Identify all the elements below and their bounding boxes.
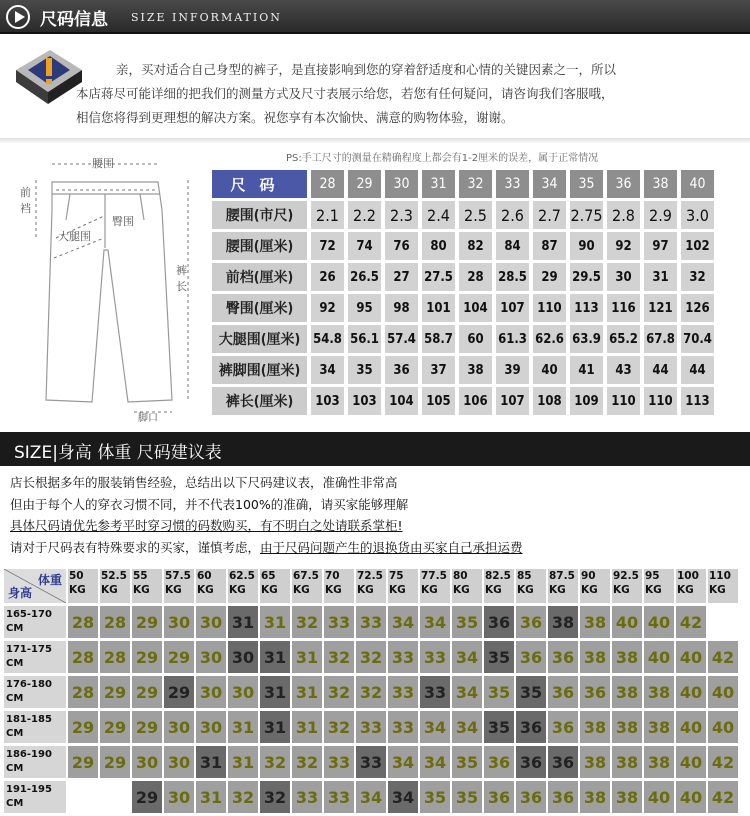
size-cell: 2.3: [385, 201, 418, 229]
size-cell: 32: [681, 263, 714, 291]
size-table: [208, 167, 718, 418]
size-cell: 80: [422, 232, 455, 260]
size-recommend-cell: 33: [420, 676, 450, 708]
size-recommend-cell: 30: [228, 676, 258, 708]
size-recommend-cell: 40: [708, 711, 738, 743]
size-recommend-cell: 38: [580, 711, 610, 743]
size-recommend-cell: 32: [356, 641, 386, 673]
size-col: 34: [533, 170, 566, 198]
size-recommend-cell: 36: [548, 746, 578, 778]
size-recommend-cell: 36: [548, 641, 578, 673]
size-recommend-cell: 33: [356, 711, 386, 743]
height-row: [4, 781, 738, 813]
weight-col: 80 KG: [452, 569, 482, 603]
size-recommend-cell: 38: [612, 676, 642, 708]
size-recommend-cell: 40: [676, 711, 706, 743]
label-waist: 腰围: [92, 157, 114, 170]
note-line-1: 店长根据多年的服装销售经验，总结出以下尺码建议表，准确性非常高: [10, 475, 398, 490]
weight-col: 75 KG: [388, 569, 418, 603]
size-cell: 95: [348, 294, 381, 322]
size-recommend-cell: 28: [100, 641, 130, 673]
size-row-label: 臀围(厘米): [212, 294, 307, 322]
height-row: [4, 676, 738, 708]
size-cell: 109: [570, 387, 603, 415]
size-recommend-cell: 42: [708, 641, 738, 673]
size-recommend-cell: 36: [580, 676, 610, 708]
size-recommend-cell: 36: [484, 606, 514, 638]
size-col: 33: [496, 170, 529, 198]
height-row: [4, 711, 738, 743]
size-recommend-cell: 38: [612, 711, 642, 743]
height-label: 171-175 CM: [4, 641, 66, 673]
size-recommend-cell: 33: [388, 641, 418, 673]
size-recommend-cell: 36: [548, 676, 578, 708]
size-recommend-cell: 40: [644, 641, 674, 673]
weight-col: 70 KG: [324, 569, 354, 603]
intro-line-3: 相信您将得到更理想的解决方案。祝您享有本次愉快、满意的购物体验，谢谢。: [76, 110, 514, 125]
corner-weight-label: 体重: [37, 573, 62, 587]
size-recommend-cell: 38: [580, 606, 610, 638]
weight-col: 110 KG: [708, 569, 738, 603]
size-recommend-cell: 40: [708, 676, 738, 708]
size-cell: 116: [607, 294, 640, 322]
size-recommend-cell: 29: [132, 711, 162, 743]
size-recommend-cell: 30: [164, 746, 194, 778]
note-line-3: 具体尺码请优先参考平时穿习惯的码数购买，有不明白之处请联系掌柜!: [10, 518, 403, 533]
size-recommend-cell: 35: [420, 781, 450, 813]
ps-note: PS:手工尺寸的测量在精确程度上都会有1-2厘米的误差，属于正常情况: [286, 153, 599, 164]
weight-col: 77.5 KG: [420, 569, 450, 603]
size-cell: 27.5: [422, 263, 455, 291]
size-recommend-cell: 36: [516, 711, 546, 743]
size-recommend-cell: 33: [324, 606, 354, 638]
size-recommend-cell: 38: [580, 746, 610, 778]
size-cell: 63.9: [570, 325, 603, 353]
size-cell: 97: [644, 232, 677, 260]
size-recommend-cell: 32: [228, 781, 258, 813]
size-cell: 31: [644, 263, 677, 291]
size-row: [212, 325, 714, 353]
size-header-label: 尺码: [212, 170, 307, 198]
size-recommend-cell: 34: [452, 641, 482, 673]
size-row-label: 腰围(市尺): [212, 201, 307, 229]
size-cell: 36: [385, 356, 418, 384]
weight-col: 82.5 KG: [484, 569, 514, 603]
size-recommend-cell: 38: [612, 641, 642, 673]
size-col: 31: [422, 170, 455, 198]
weight-col: 57.5 KG: [164, 569, 194, 603]
weight-col: 67.5 KG: [292, 569, 322, 603]
size-recommend-cell: 31: [292, 711, 322, 743]
size-recommend-cell: 35: [484, 711, 514, 743]
size-recommend-cell: 31: [260, 641, 290, 673]
size-cell: 3.0: [681, 201, 714, 229]
size-cell: 92: [607, 232, 640, 260]
play-icon: [6, 5, 30, 29]
size-recommend-cell: 34: [420, 606, 450, 638]
size-cell: 2.9: [644, 201, 677, 229]
size-recommend-cell: 28: [68, 676, 98, 708]
size-recommend-cell: 36: [516, 641, 546, 673]
size-cell: 2.75: [570, 201, 603, 229]
size-recommend-cell: 42: [708, 781, 738, 813]
size-cell: 62.6: [533, 325, 566, 353]
size-recommend-cell: 29: [132, 641, 162, 673]
size-cell: 2.2: [348, 201, 381, 229]
size-recommend-cell: 35: [484, 676, 514, 708]
size-recommend-cell: 36: [548, 711, 578, 743]
size-cell: 76: [385, 232, 418, 260]
size-recommend-cell: 29: [164, 676, 194, 708]
size-cell: 39: [496, 356, 529, 384]
size-cell: 103: [348, 387, 381, 415]
size-recommend-cell: 30: [164, 711, 194, 743]
corner-height-label: 身高: [8, 586, 33, 600]
height-label: 165-170 CM: [4, 606, 66, 638]
size-cell: 84: [496, 232, 529, 260]
size-cell: 74: [348, 232, 381, 260]
size-cell: 2.4: [422, 201, 455, 229]
height-label: 191-195 CM: [4, 781, 66, 813]
size-cell: 70.4: [681, 325, 714, 353]
size-recommend-cell: 28: [68, 606, 98, 638]
size-cell: 65.2: [607, 325, 640, 353]
size-cell: 104: [459, 294, 492, 322]
size-cell: 2.5: [459, 201, 492, 229]
size-header-row: [212, 170, 714, 198]
size-recommend-cell: 31: [260, 676, 290, 708]
height-row: [4, 641, 738, 673]
size-row: [212, 263, 714, 291]
label-hem: 脚口: [138, 413, 158, 424]
size-col: 28: [311, 170, 344, 198]
note-line-5: 由于尺码问题产生的退换货由买家自己承担运费: [260, 539, 523, 555]
weight-col: 60 KG: [196, 569, 226, 603]
size-cell: 104: [385, 387, 418, 415]
size-cell: 26.5: [348, 263, 381, 291]
size-info-header: [0, 0, 750, 34]
size-cell: 102: [681, 232, 714, 260]
weight-col: 92.5 KG: [612, 569, 642, 603]
size-cell: 34: [311, 356, 344, 384]
size-row-label: 裤长(厘米): [212, 387, 307, 415]
size-cell: 2.6: [496, 201, 529, 229]
size-recommend-cell: 30: [196, 606, 226, 638]
size-cell: 121: [644, 294, 677, 322]
size-recommend-cell: 32: [356, 676, 386, 708]
note-line-2: 但由于每个人的穿衣习惯不同，并不代表100%的准确，请买家能够理解: [10, 496, 409, 512]
size-cell: 27: [385, 263, 418, 291]
warning-icon: [14, 46, 84, 106]
weight-col: 95 KG: [644, 569, 674, 603]
size-cell: 113: [570, 294, 603, 322]
size-recommend-cell: 30: [132, 746, 162, 778]
size-col: 36: [607, 170, 640, 198]
size-col: 30: [385, 170, 418, 198]
size-row-label: 裤脚围(厘米): [212, 356, 307, 384]
size-cell: 110: [644, 387, 677, 415]
recommend-notes: [10, 472, 523, 558]
size-recommend-cell: 42: [708, 746, 738, 778]
intro-text: [76, 58, 742, 130]
weight-col: 85 KG: [516, 569, 546, 603]
size-cell: 58.7: [422, 325, 455, 353]
note-line-4: 请对于尺码表有特殊要求的买家，谨慎考虑，: [10, 539, 261, 555]
size-cell: 106: [459, 387, 492, 415]
size-recommend-cell: 36: [516, 606, 546, 638]
size-recommend-cell: 33: [420, 641, 450, 673]
weight-col: 90 KG: [580, 569, 610, 603]
height-label: 186-190 CM: [4, 746, 66, 778]
size-cell: 110: [607, 387, 640, 415]
size-recommend-cell: 31: [228, 711, 258, 743]
size-cell: 43: [607, 356, 640, 384]
size-cell: 72: [311, 232, 344, 260]
size-recommend-cell: 38: [580, 641, 610, 673]
size-col: 29: [348, 170, 381, 198]
weight-header-row: [4, 569, 738, 603]
size-recommend-cell: 34: [388, 746, 418, 778]
size-cell: 44: [681, 356, 714, 384]
size-recommend-cell: 29: [68, 746, 98, 778]
size-info-subtitle: SIZE INFORMATION: [131, 11, 282, 24]
size-recommend-cell: 32: [260, 746, 290, 778]
size-cell: 54.8: [311, 325, 344, 353]
size-row: [212, 232, 714, 260]
size-recommend-cell: 40: [676, 676, 706, 708]
size-recommend-cell: 30: [196, 641, 226, 673]
size-cell: 29.5: [570, 263, 603, 291]
size-recommend-cell: 31: [260, 606, 290, 638]
label-front-rise-2: 裆: [20, 202, 31, 215]
height-row: [4, 746, 738, 778]
intro-line-2: 本店蒋尽可能详细的把我们的测量方式及尺寸表展示给您，若您有任何疑问，请咨询我们客服哦，: [76, 86, 614, 101]
size-recommend-cell: 33: [324, 746, 354, 778]
weight-col: 50 KG: [68, 569, 98, 603]
size-cell: 108: [533, 387, 566, 415]
size-recommend-cell: 40: [644, 781, 674, 813]
weight-col: 62.5 KG: [228, 569, 258, 603]
size-recommend-cell: 29: [132, 606, 162, 638]
size-recommend-cell: 29: [164, 641, 194, 673]
size-recommend-cell: 32: [260, 781, 290, 813]
size-cell: 87: [533, 232, 566, 260]
size-col: 40: [681, 170, 714, 198]
size-recommend-cell: 33: [292, 781, 322, 813]
label-length-2: 长: [176, 280, 187, 293]
height-label: 181-185 CM: [4, 711, 66, 743]
size-recommend-cell: 31: [196, 746, 226, 778]
size-recommend-cell: 32: [324, 711, 354, 743]
size-recommend-cell: 33: [356, 606, 386, 638]
size-cell: 56.1: [348, 325, 381, 353]
size-recommend-cell: 31: [228, 746, 258, 778]
size-recommend-cell: 29: [100, 746, 130, 778]
size-recommend-cell: 33: [388, 711, 418, 743]
size-cell: 110: [533, 294, 566, 322]
size-recommend-cell: 34: [452, 711, 482, 743]
size-recommend-cell: 34: [388, 781, 418, 813]
size-recommend-cell: 32: [292, 606, 322, 638]
size-cell: 107: [496, 387, 529, 415]
size-recommend-cell: 34: [420, 711, 450, 743]
size-cell: 28: [459, 263, 492, 291]
size-recommend-cell: 38: [548, 606, 578, 638]
size-row: [212, 294, 714, 322]
size-recommend-cell: 40: [644, 606, 674, 638]
size-recommend-cell: 31: [228, 606, 258, 638]
size-recommend-cell: 33: [388, 676, 418, 708]
size-row: [212, 387, 714, 415]
weight-col: 52.5 KG: [100, 569, 130, 603]
size-cell: 90: [570, 232, 603, 260]
size-recommend-cell: 30: [196, 711, 226, 743]
size-row: [212, 201, 714, 229]
size-recommend-cell: 31: [292, 676, 322, 708]
size-cell: 40: [533, 356, 566, 384]
size-cell: 2.8: [607, 201, 640, 229]
size-cell: 57.4: [385, 325, 418, 353]
size-recommend-cell: 35: [452, 746, 482, 778]
size-recommend-cell: 34: [452, 676, 482, 708]
size-cell: 60: [459, 325, 492, 353]
size-recommend-cell: 40: [676, 746, 706, 778]
size-recommend-cell: 38: [580, 781, 610, 813]
label-front-rise-1: 前: [20, 186, 31, 199]
size-cell: 67.8: [644, 325, 677, 353]
recommend-title: SIZE|身高 体重 尺码建议表: [14, 443, 222, 463]
size-row-label: 大腿围(厘米): [212, 325, 307, 353]
size-cell: 37: [422, 356, 455, 384]
size-recommend-cell: 28: [100, 606, 130, 638]
recommend-table: [2, 566, 740, 816]
height-label: 176-180 CM: [4, 676, 66, 708]
size-row-label: 前档(厘米): [212, 263, 307, 291]
size-recommend-cell: 35: [452, 781, 482, 813]
weight-col: 72.5 KG: [356, 569, 386, 603]
size-recommend-cell: 31: [260, 711, 290, 743]
size-recommend-cell: 34: [356, 781, 386, 813]
size-info-title: 尺码信息: [40, 10, 108, 30]
size-row: [212, 356, 714, 384]
size-recommend-cell: 36: [516, 781, 546, 813]
size-recommend-cell: 29: [100, 711, 130, 743]
size-cell: 105: [422, 387, 455, 415]
size-cell: 2.1: [311, 201, 344, 229]
size-recommend-cell: 32: [292, 746, 322, 778]
size-recommend-cell: 40: [612, 606, 642, 638]
size-recommend-cell: 33: [324, 781, 354, 813]
size-recommend-cell: 36: [484, 746, 514, 778]
size-recommend-cell: 29: [132, 676, 162, 708]
label-thigh: 大腿围: [58, 230, 91, 243]
recommend-header: [0, 432, 750, 466]
height-row: [4, 606, 738, 638]
section-divider: [0, 138, 750, 144]
label-hip: 臀围: [112, 215, 134, 228]
size-cell: 126: [681, 294, 714, 322]
size-cell: 26: [311, 263, 344, 291]
size-recommend-cell: 38: [644, 711, 674, 743]
size-recommend-cell: 38: [644, 746, 674, 778]
size-cell: 44: [644, 356, 677, 384]
size-cell: 82: [459, 232, 492, 260]
label-length-1: 裤: [176, 264, 187, 277]
size-recommend-cell: 29: [100, 676, 130, 708]
size-cell: 29: [533, 263, 566, 291]
size-recommend-cell: [68, 781, 98, 813]
size-cell: 38: [459, 356, 492, 384]
size-cell: 92: [311, 294, 344, 322]
size-cell: 28.5: [496, 263, 529, 291]
size-recommend-cell: 30: [164, 606, 194, 638]
weight-col: 87.5 KG: [548, 569, 578, 603]
size-recommend-cell: 32: [324, 676, 354, 708]
weight-col: 65 KG: [260, 569, 290, 603]
size-recommend-cell: 38: [612, 781, 642, 813]
size-col: 35: [570, 170, 603, 198]
size-recommend-cell: 34: [420, 746, 450, 778]
table-corner: [4, 569, 66, 603]
size-cell: 98: [385, 294, 418, 322]
size-recommend-cell: 30: [164, 781, 194, 813]
weight-col: 100 KG: [676, 569, 706, 603]
pants-measurement-diagram: [0, 150, 210, 425]
size-recommend-cell: 31: [292, 641, 322, 673]
size-cell: 61.3: [496, 325, 529, 353]
size-cell: 41: [570, 356, 603, 384]
size-recommend-cell: 35: [484, 641, 514, 673]
size-cell: 101: [422, 294, 455, 322]
size-recommend-cell: 30: [228, 641, 258, 673]
size-row-label: 腰围(厘米): [212, 232, 307, 260]
size-recommend-cell: 42: [676, 606, 706, 638]
size-recommend-cell: 33: [356, 746, 386, 778]
size-recommend-cell: 35: [516, 676, 546, 708]
size-recommend-cell: [100, 781, 130, 813]
size-recommend-cell: 29: [68, 711, 98, 743]
size-col: 32: [459, 170, 492, 198]
size-cell: 30: [607, 263, 640, 291]
size-recommend-cell: 32: [324, 641, 354, 673]
size-recommend-cell: 28: [68, 641, 98, 673]
size-recommend-cell: 40: [676, 641, 706, 673]
size-recommend-cell: 36: [484, 781, 514, 813]
size-cell: 107: [496, 294, 529, 322]
size-recommend-cell: 38: [644, 676, 674, 708]
size-recommend-cell: 36: [548, 781, 578, 813]
size-cell: 2.7: [533, 201, 566, 229]
size-recommend-cell: 31: [196, 781, 226, 813]
size-recommend-cell: 38: [612, 746, 642, 778]
size-recommend-cell: 40: [676, 781, 706, 813]
size-cell: 113: [681, 387, 714, 415]
size-cell: 103: [311, 387, 344, 415]
size-recommend-cell: [708, 606, 738, 638]
size-recommend-cell: 30: [196, 676, 226, 708]
size-col: 38: [644, 170, 677, 198]
size-recommend-cell: 35: [452, 606, 482, 638]
weight-col: 55 KG: [132, 569, 162, 603]
size-recommend-cell: 34: [388, 606, 418, 638]
intro-line-1: 亲，买对适合自己身型的裤子，是直接影响到您的穿着舒适度和心情的关键因素之一，所以: [116, 62, 617, 77]
size-recommend-cell: 36: [516, 746, 546, 778]
size-cell: 35: [348, 356, 381, 384]
size-recommend-cell: 29: [132, 781, 162, 813]
